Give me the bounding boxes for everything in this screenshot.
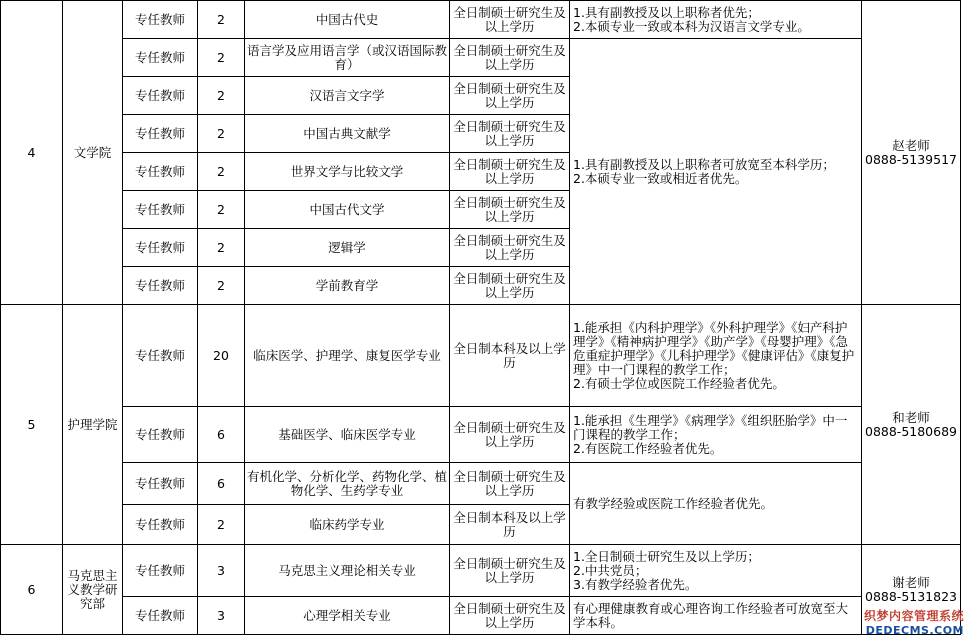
table-row [1, 1, 961, 39]
education-cell: 全日制本科及以上学历 [450, 505, 570, 545]
education-cell: 全日制本科及以上学历 [450, 305, 570, 407]
count-cell: 2 [198, 229, 245, 267]
contact-name: 和老师 [892, 409, 930, 425]
count-cell: 2 [198, 191, 245, 229]
requirements-cell [570, 407, 862, 463]
education-cell: 全日制硕士研究生及以上学历 [450, 545, 570, 597]
post-cell: 专任教师 [123, 267, 198, 305]
college-name: 护理学院 [63, 305, 123, 545]
table-row [1, 39, 961, 77]
post-cell: 专任教师 [123, 1, 198, 39]
post-cell: 专任教师 [123, 39, 198, 77]
watermark-logo [852, 607, 964, 641]
college-name: 马克思主义教学研究部 [63, 545, 123, 635]
requirements-cell [570, 545, 862, 597]
count-cell: 2 [198, 77, 245, 115]
major-cell: 心理学相关专业 [245, 597, 450, 635]
post-cell: 专任教师 [123, 191, 198, 229]
post-cell: 专任教师 [123, 153, 198, 191]
major-cell: 中国古代史 [245, 1, 450, 39]
post-cell: 专任教师 [123, 463, 198, 505]
education-cell: 全日制硕士研究生及以上学历 [450, 39, 570, 77]
table-row [1, 407, 961, 463]
requirement-line: 有教学经验或医院工作经验者优先。 [573, 495, 774, 511]
count-cell: 3 [198, 597, 245, 635]
requirement-line: 2.有医院工作经验者优先。 [573, 440, 723, 456]
education-cell: 全日制硕士研究生及以上学历 [450, 1, 570, 39]
contact-phone: 0888-5180689 [865, 423, 957, 439]
contact-cell [862, 305, 961, 545]
count-cell: 6 [198, 463, 245, 505]
education-cell: 全日制硕士研究生及以上学历 [450, 267, 570, 305]
post-cell: 专任教师 [123, 229, 198, 267]
requirement-line: 1.全日制硕士研究生及以上学历； [573, 548, 760, 564]
major-cell: 语言学及应用语言学（或汉语国际教育） [245, 39, 450, 77]
watermark-title: 织梦内容管理系统 [863, 609, 964, 623]
major-cell: 中国古代文学 [245, 191, 450, 229]
post-cell: 专任教师 [123, 407, 198, 463]
major-cell: 有机化学、分析化学、药物化学、植物化学、生药学专业 [245, 463, 450, 505]
requirement-line: 2.本硕专业一致或本科为汉语言文学专业。 [573, 18, 810, 34]
post-cell: 专任教师 [123, 305, 198, 407]
requirement-line: 1.能承担《内科护理学》《外科护理学》《妇产科护理学》《精神病护理学》《助产学》《母婴护理》《急危重症护理学》《儿科护理学》《健康评估》《康复护理》中一门课程的教学工作； [573, 319, 855, 377]
post-cell: 专任教师 [123, 505, 198, 545]
requirement-line: 1.具有副教授及以上职称者可放宽至本科学历； [573, 156, 835, 172]
education-cell: 全日制硕士研究生及以上学历 [450, 191, 570, 229]
table-row [1, 463, 961, 505]
college-number: 6 [1, 545, 63, 635]
requirement-line: 3.有教学经验者优先。 [573, 576, 698, 592]
table-row [1, 545, 961, 597]
post-cell: 专任教师 [123, 597, 198, 635]
contact-phone: 0888-5139517 [865, 151, 957, 167]
education-cell: 全日制硕士研究生及以上学历 [450, 407, 570, 463]
requirements-cell [570, 463, 862, 545]
major-cell: 临床药学专业 [245, 505, 450, 545]
contact-name: 谢老师 [892, 574, 930, 590]
requirements-cell [570, 597, 862, 635]
major-cell: 基础医学、临床医学专业 [245, 407, 450, 463]
count-cell: 2 [198, 115, 245, 153]
table-row [1, 305, 961, 407]
post-cell: 专任教师 [123, 115, 198, 153]
education-cell: 全日制硕士研究生及以上学历 [450, 229, 570, 267]
requirements-cell [570, 1, 862, 39]
education-cell: 全日制硕士研究生及以上学历 [450, 597, 570, 635]
post-cell: 专任教师 [123, 77, 198, 115]
contact-phone: 0888-5131823 [865, 588, 957, 604]
major-cell: 汉语言文字学 [245, 77, 450, 115]
requirement-line: 2.中共党员； [573, 562, 648, 578]
education-cell: 全日制硕士研究生及以上学历 [450, 463, 570, 505]
post-cell: 专任教师 [123, 545, 198, 597]
major-cell: 临床医学、护理学、康复医学专业 [245, 305, 450, 407]
requirement-line: 1.具有副教授及以上职称者优先； [573, 4, 760, 20]
major-cell: 中国古典文献学 [245, 115, 450, 153]
count-cell: 2 [198, 267, 245, 305]
requirement-line: 2.本硕专业一致或相近者优先。 [573, 170, 748, 186]
requirement-line: 有心理健康教育或心理咨询工作经验者可放宽至大学本科。 [573, 600, 849, 630]
requirements-cell [570, 39, 862, 305]
major-cell: 逻辑学 [245, 229, 450, 267]
major-cell: 学前教育学 [245, 267, 450, 305]
count-cell: 2 [198, 153, 245, 191]
count-cell: 20 [198, 305, 245, 407]
count-cell: 2 [198, 1, 245, 39]
contact-name: 赵老师 [892, 137, 930, 153]
requirement-line: 2.有硕士学位或医院工作经验者优先。 [573, 375, 785, 391]
count-cell: 6 [198, 407, 245, 463]
college-number: 5 [1, 305, 63, 545]
count-cell: 2 [198, 505, 245, 545]
watermark-url: DEDECMS.COM [865, 624, 964, 637]
major-cell: 马克思主义理论相关专业 [245, 545, 450, 597]
college-number: 4 [1, 1, 63, 305]
education-cell: 全日制硕士研究生及以上学历 [450, 77, 570, 115]
count-cell: 2 [198, 39, 245, 77]
count-cell: 3 [198, 545, 245, 597]
education-cell: 全日制硕士研究生及以上学历 [450, 153, 570, 191]
major-cell: 世界文学与比较文学 [245, 153, 450, 191]
table-row [1, 597, 961, 635]
requirement-line: 1.能承担《生理学》《病理学》《组织胚胎学》中一门课程的教学工作； [573, 412, 848, 442]
requirements-cell [570, 305, 862, 407]
contact-cell [862, 1, 961, 305]
college-name: 文学院 [63, 1, 123, 305]
education-cell: 全日制硕士研究生及以上学历 [450, 115, 570, 153]
